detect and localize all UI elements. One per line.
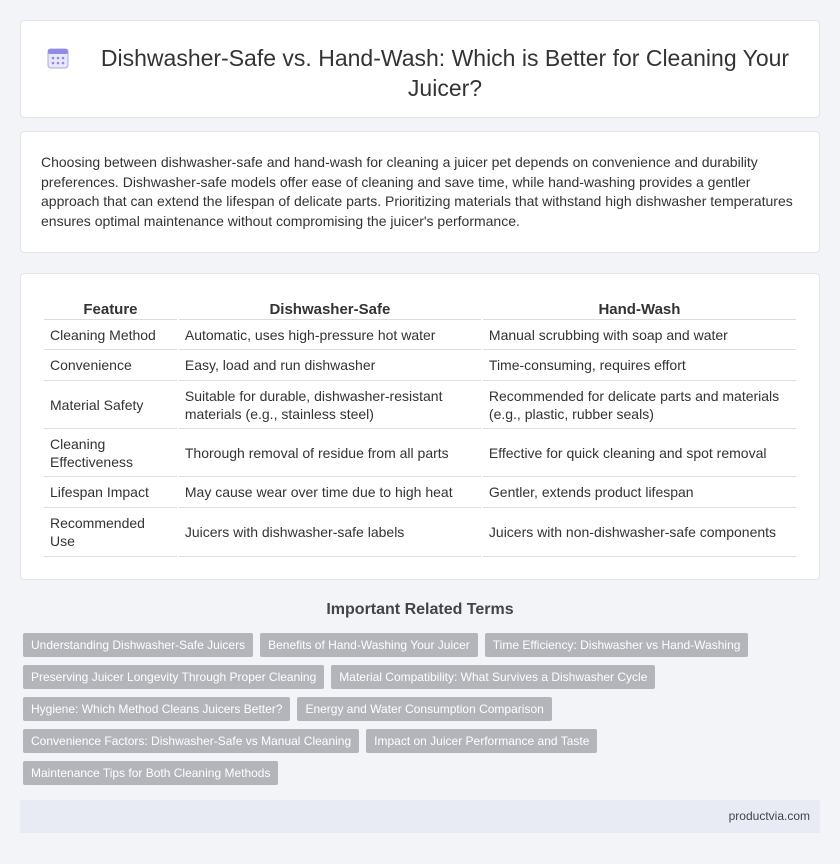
related-term-tag[interactable]: Energy and Water Consumption Comparison bbox=[297, 697, 551, 721]
footer bbox=[20, 800, 820, 833]
dishwasher-cell: Easy, load and run dishwasher bbox=[179, 350, 481, 381]
dishwasher-cell: Thorough removal of residue from all parts bbox=[179, 429, 481, 477]
related-terms-list bbox=[23, 633, 783, 793]
page-title: Dishwasher-Safe vs. Hand-Wash: Which is Better for Cleaning Your Juicer? bbox=[100, 45, 790, 101]
feature-cell: Cleaning Effectiveness bbox=[44, 429, 177, 477]
dishwasher-cell: May cause wear over time due to high heat bbox=[179, 477, 481, 508]
feature-cell: Cleaning Method bbox=[44, 320, 177, 350]
feature-cell: Convenience bbox=[44, 350, 177, 381]
handwash-cell: Effective for quick cleaning and spot removal bbox=[483, 429, 796, 477]
table-header-row bbox=[44, 294, 796, 320]
table-row bbox=[44, 320, 796, 350]
header-feature: Feature bbox=[44, 294, 177, 320]
table-row bbox=[44, 381, 796, 429]
header-dishwasher-safe: Dishwasher-Safe bbox=[179, 294, 481, 320]
handwash-cell: Gentler, extends product lifespan bbox=[483, 477, 796, 508]
comparison-table-card bbox=[20, 273, 820, 580]
comparison-table bbox=[42, 294, 798, 557]
feature-cell: Recommended Use bbox=[44, 508, 177, 557]
table-row bbox=[44, 508, 796, 557]
handwash-cell: Manual scrubbing with soap and water bbox=[483, 320, 796, 350]
dishwasher-cell: Suitable for durable, dishwasher-resistant materials (e.g., stainless steel) bbox=[179, 381, 481, 429]
intro-card bbox=[20, 131, 820, 253]
table-row bbox=[44, 477, 796, 508]
handwash-cell: Recommended for delicate parts and materials (e.g., plastic, rubber seals) bbox=[483, 381, 796, 429]
related-term-tag[interactable]: Understanding Dishwasher-Safe Juicers bbox=[23, 633, 253, 657]
related-term-tag[interactable]: Material Compatibility: What Survives a Dishwasher Cycle bbox=[331, 665, 655, 689]
related-term-tag[interactable]: Convenience Factors: Dishwasher-Safe vs Manual Cleaning bbox=[23, 729, 359, 753]
related-term-tag[interactable]: Impact on Juicer Performance and Taste bbox=[366, 729, 597, 753]
dishwasher-cell: Automatic, uses high-pressure hot water bbox=[179, 320, 481, 350]
related-term-tag[interactable]: Time Efficiency: Dishwasher vs Hand-Washing bbox=[485, 633, 749, 657]
title-card bbox=[20, 20, 820, 118]
handwash-cell: Time-consuming, requires effort bbox=[483, 350, 796, 381]
calendar-grid-icon bbox=[47, 47, 69, 69]
table-row bbox=[44, 429, 796, 477]
feature-cell: Lifespan Impact bbox=[44, 477, 177, 508]
related-term-tag[interactable]: Maintenance Tips for Both Cleaning Methods bbox=[23, 761, 278, 785]
related-term-tag[interactable]: Hygiene: Which Method Cleans Juicers Better? bbox=[23, 697, 290, 721]
related-terms-heading: Important Related Terms bbox=[326, 601, 514, 618]
feature-cell: Material Safety bbox=[44, 381, 177, 429]
intro-paragraph: Choosing between dishwasher-safe and hand-wash for cleaning a juicer pet depends on convenience and durability preferences. Dishwasher-safe models offer ease of cleaning and save time, while hand-washing provides a gentler approach that can extend the lifespan of delicate parts. Prioritizing materials that withstand high dishwasher temperatures ensures optimal maintenance without compromising the juicer's performance. bbox=[41, 154, 793, 229]
related-term-tag[interactable]: Preserving Juicer Longevity Through Proper Cleaning bbox=[23, 665, 324, 689]
handwash-cell: Juicers with non-dishwasher-safe components bbox=[483, 508, 796, 557]
related-term-tag[interactable]: Benefits of Hand-Washing Your Juicer bbox=[260, 633, 478, 657]
dishwasher-cell: Juicers with dishwasher-safe labels bbox=[179, 508, 481, 557]
header-hand-wash: Hand-Wash bbox=[483, 294, 796, 320]
footer-site-link[interactable]: productvia.com bbox=[728, 809, 810, 823]
table-row bbox=[44, 350, 796, 381]
